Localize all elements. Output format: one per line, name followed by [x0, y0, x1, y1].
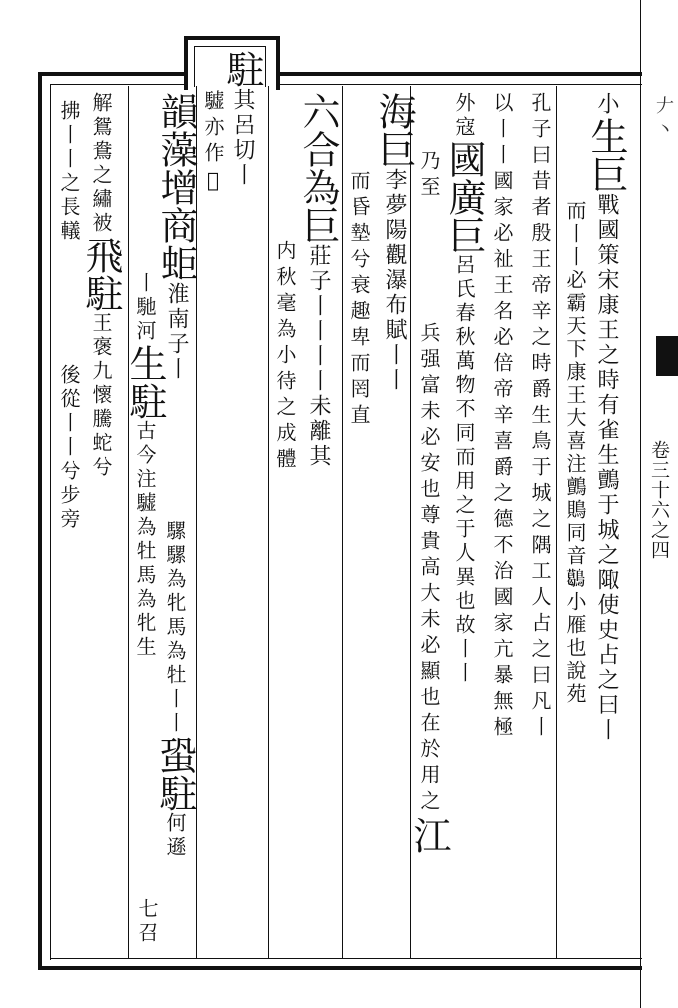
- frame-inner-bottom: [50, 958, 642, 959]
- column-text: 而昏墊兮衰趣卑而罔直: [347, 170, 371, 430]
- headword: 韻藻增商蚷: [154, 92, 198, 282]
- headword: 江: [407, 816, 451, 854]
- spine-fishtail-mark: [656, 336, 678, 376]
- column-text: 王褒九懷騰蛇兮: [89, 312, 113, 480]
- text-column-15: [153, 520, 197, 860]
- text-column-14: [123, 272, 167, 660]
- headword: 飛駐: [79, 236, 123, 312]
- text-column-10: [270, 240, 300, 474]
- text-column-4: [484, 92, 520, 742]
- column-text: 内秋毫為小待之成體: [273, 240, 297, 474]
- text-column-9: [296, 92, 340, 469]
- text-column-6: [407, 150, 451, 854]
- frame-top-left-inner: [50, 84, 188, 85]
- text-column-12: [198, 90, 228, 198]
- column-text: 孔子曰昔者殷王帝辛之時爵生鳥于城之隅工人占之曰凡丨: [528, 92, 552, 742]
- column-text: 何遜: [163, 812, 187, 860]
- column-text: 外寇: [452, 92, 476, 140]
- text-column-17: [79, 92, 123, 480]
- column-text: 乃至: [417, 150, 441, 202]
- headword: 六合為巨: [296, 92, 340, 244]
- text-column-8: [344, 170, 374, 430]
- column-text: 騾騾為牝馬為牡丨丨: [163, 520, 187, 736]
- headword: 國廣巨: [442, 140, 486, 254]
- frame-left-border: [38, 72, 42, 970]
- column-text: 小: [594, 92, 619, 117]
- text-column-2: [560, 200, 590, 706]
- text-column-16: [132, 898, 162, 946]
- text-column-11: [220, 50, 264, 188]
- column-text: 古今注驉為牡馬為牝生: [133, 420, 157, 660]
- frame-top-left: [38, 72, 188, 76]
- column-text: 李夢陽觀瀑布賦丨丨: [382, 168, 407, 393]
- column-text: 驉亦作𧊼: [201, 90, 225, 198]
- text-column-7: [372, 92, 416, 393]
- text-column-1: [584, 92, 628, 743]
- headword: 駐: [220, 50, 264, 88]
- headword: 生巨: [584, 117, 628, 193]
- column-text: 淮南子丨: [164, 282, 189, 382]
- frame-inner-left: [50, 84, 51, 960]
- headword: 海巨: [372, 92, 416, 168]
- column-text: 而丨丨必霸天下康王大喜注鸇鵙同音𪆰小雁也說苑: [563, 200, 587, 706]
- text-column-13: [154, 92, 198, 382]
- column-text: 其呂切丨: [230, 88, 255, 188]
- headword: 蛩駐: [153, 736, 197, 812]
- spine-top-marks: 𠂇 丶: [653, 96, 674, 138]
- frame-top-right-inner: [268, 84, 642, 85]
- column-text: 戰國策宋康王之時有雀生鸇于城之陬使史占之曰丨: [594, 193, 619, 743]
- column-text: 丨馳河: [133, 272, 157, 344]
- column-divider: [268, 86, 269, 958]
- text-column-18: [54, 100, 84, 532]
- column-text: 解鴛鴦之繡被: [89, 92, 113, 236]
- spine-divider: [640, 0, 641, 1008]
- column-divider: [342, 86, 343, 958]
- headword: 生駐: [123, 344, 167, 420]
- text-column-3: [522, 92, 558, 742]
- column-text: 兵强富未必安也尊貴高大未必顯也在於用之: [417, 322, 441, 816]
- spine-volume-label: 卷三十六之四: [648, 440, 670, 560]
- column-text: 後從丨丨兮步旁: [57, 364, 81, 532]
- column-text: 呂氏春秋萬物不同而用之于人異也故丨丨: [452, 254, 476, 686]
- text-column-5: [442, 92, 486, 686]
- column-text: 拂丨丨之長轙: [57, 100, 81, 244]
- column-divider: [128, 86, 129, 958]
- column-text: 七召: [135, 898, 159, 946]
- frame-top-right: [268, 72, 642, 76]
- column-text: 莊子丨丨丨丨未離其: [306, 244, 331, 469]
- frame-bottom-border: [38, 966, 642, 970]
- column-text: 以丨丨國家必祉王名必倍帝辛喜爵之德不治國家亢暴無極: [490, 92, 514, 742]
